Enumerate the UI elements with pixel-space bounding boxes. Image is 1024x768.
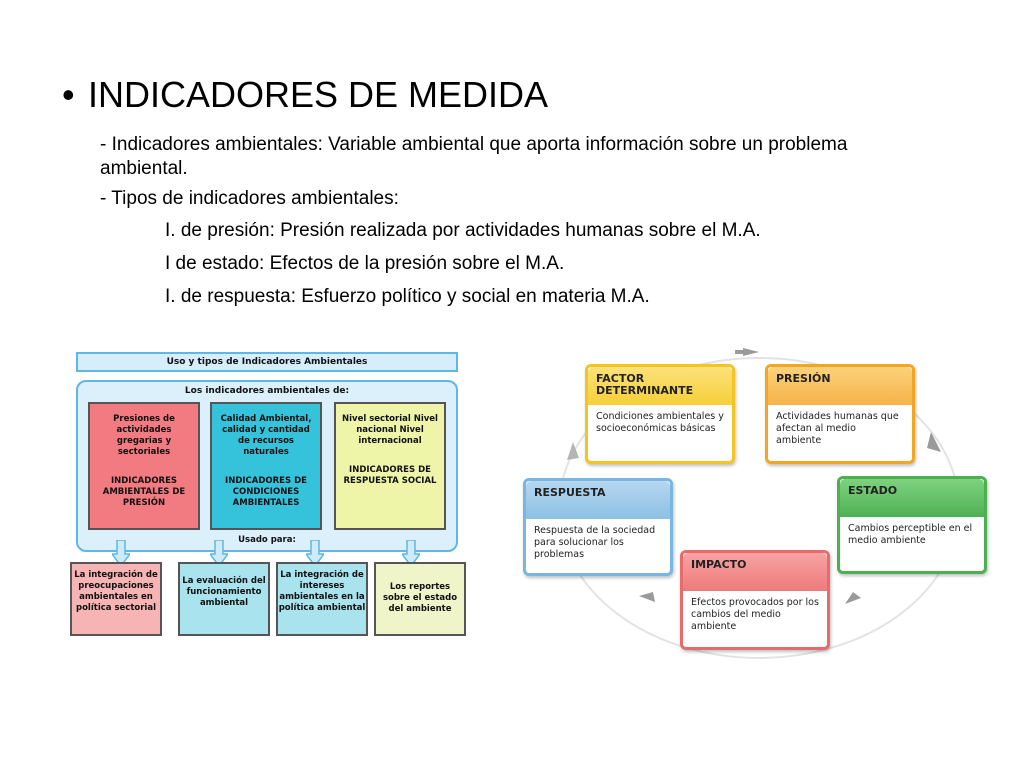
- factor-title: FACTOR DETERMINANTE: [588, 367, 732, 405]
- panel-title: Los indicadores ambientales de:: [184, 386, 350, 396]
- state-indicator-line: I de estado: Efectos de la presión sobre el M.A.: [165, 253, 565, 274]
- pressure-box: [88, 402, 200, 530]
- types-line: - Tipos de indicadores ambientales:: [100, 188, 399, 209]
- factor-box: [585, 364, 735, 464]
- outcome-box: La evaluación del funcionamiento ambiental: [178, 562, 270, 636]
- outcome-box: La integración de intereses ambientales en la política ambiental: [276, 562, 368, 636]
- presion-title: PRESIÓN: [768, 367, 912, 405]
- title-text: INDICADORES DE MEDIDA: [88, 74, 549, 115]
- pressure-box-top: Presiones de actividades gregarias y sectoriales: [113, 414, 175, 457]
- respuesta-text: Respuesta de la sociedad para solucionar los problemas: [534, 525, 656, 560]
- conditions-box-bottom: INDICADORES DE CONDICIONES AMBIENTALES: [225, 476, 307, 508]
- cycle-arrow-icon: [743, 348, 759, 356]
- used-for-label: Usado para:: [238, 535, 296, 545]
- outcome-box: Los reportes sobre el estado del ambiente: [374, 562, 466, 636]
- indicators-panel: [76, 380, 458, 552]
- conditions-box-top: Calidad Ambiental, calidad y cantidad de recursos naturales: [220, 414, 312, 457]
- slide-title: [62, 74, 548, 116]
- definition-line: - Indicadores ambientales: Variable ambiental que aporta información sobre un problema ambiental.: [100, 134, 848, 179]
- cycle-arrow-icon: [845, 592, 861, 604]
- response-indicator-line: I. de respuesta: Esfuerzo político y social en materia M.A.: [165, 286, 650, 307]
- slide-body: [100, 133, 930, 318]
- indicators-usage-diagram: [68, 344, 468, 644]
- respuesta-title: RESPUESTA: [526, 481, 670, 519]
- dpsir-cycle-diagram: [515, 340, 995, 660]
- impacto-title: IMPACTO: [683, 553, 827, 591]
- conditions-box: [210, 402, 322, 530]
- outcome-box: La integración de preocupaciones ambientales en política sectorial: [70, 562, 162, 636]
- impacto-box: [680, 550, 830, 650]
- diagram-header: Uso y tipos de Indicadores Ambientales: [76, 352, 458, 372]
- pressure-indicator-line: I. de presión: Presión realizada por actividades humanas sobre el M.A.: [165, 220, 761, 241]
- presion-box: [765, 364, 915, 464]
- response-box: [334, 402, 446, 530]
- estado-box: [837, 476, 987, 574]
- estado-text: Cambios perceptible en el medio ambiente: [848, 523, 973, 546]
- respuesta-box: [523, 478, 673, 576]
- pressure-box-bottom: INDICADORES AMBIENTALES DE PRESIÓN: [102, 476, 186, 508]
- presion-text: Actividades humanas que afectan al medio ambiente: [776, 411, 899, 446]
- cycle-arrow-icon: [639, 592, 655, 602]
- response-box-top: Nivel sectorial Nivel nacional Nivel internacional: [342, 414, 438, 446]
- factor-text: Condiciones ambientales y socioeconómicas básicas: [596, 411, 724, 434]
- impacto-text: Efectos provocados por los cambios del medio ambiente: [691, 597, 819, 632]
- estado-title: ESTADO: [840, 479, 984, 517]
- response-box-bottom: INDICADORES DE RESPUESTA SOCIAL: [343, 465, 437, 486]
- title-bullet: •: [62, 74, 75, 115]
